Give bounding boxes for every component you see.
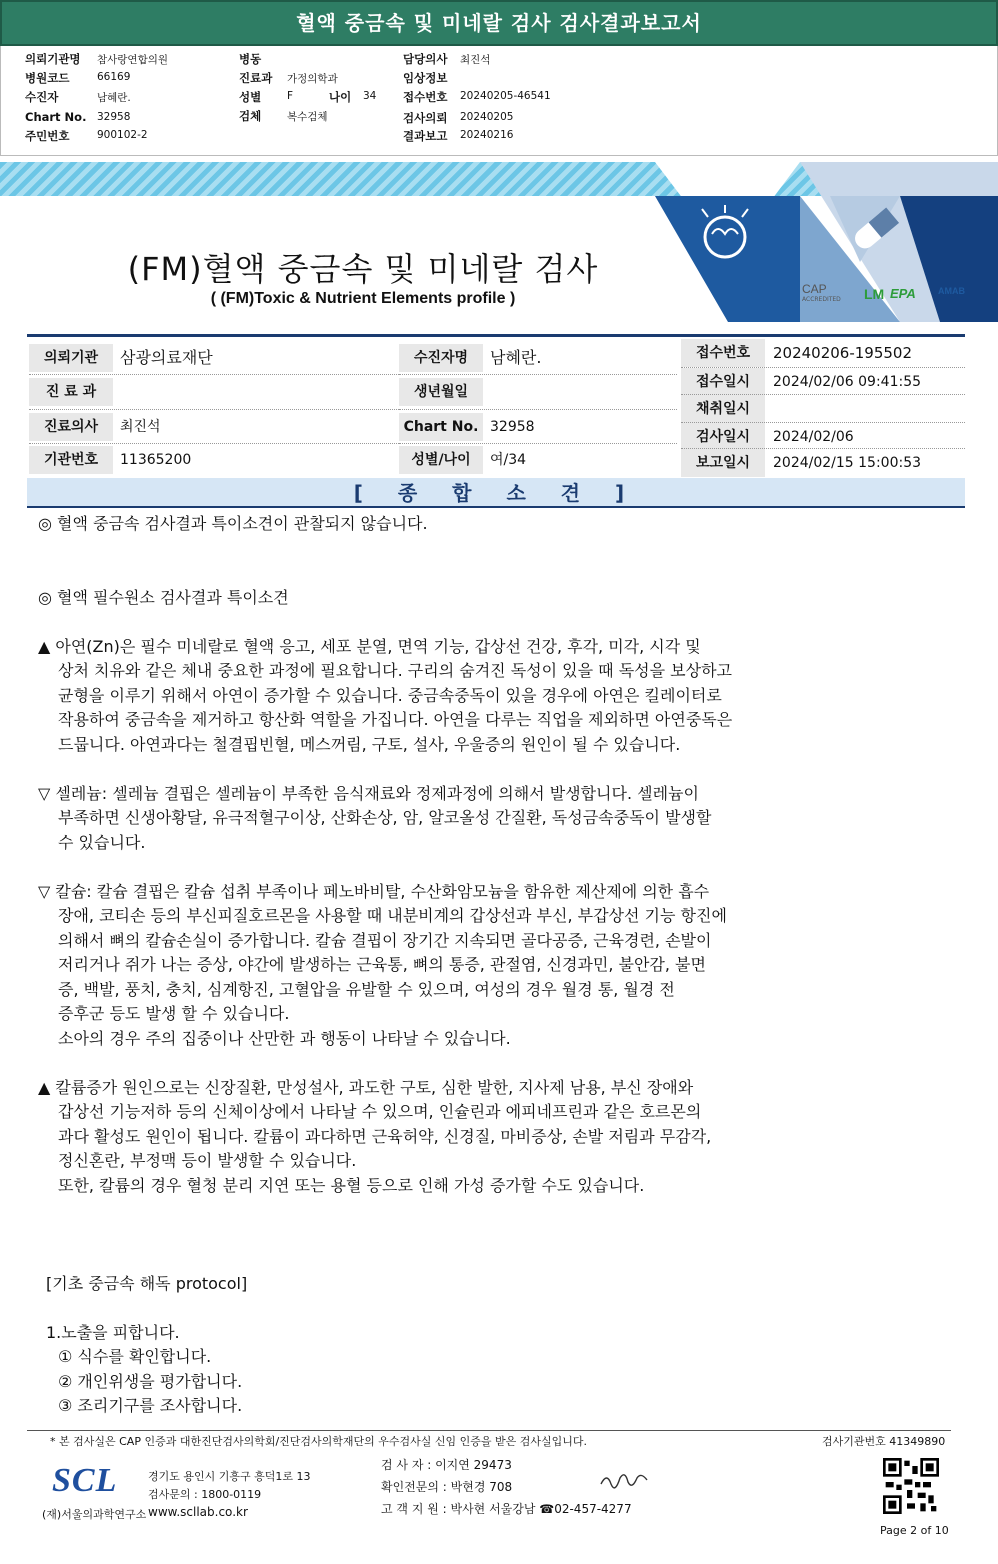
info-label: 접수번호 bbox=[681, 339, 765, 367]
summary-content bbox=[38, 512, 968, 1419]
lm-logo: LM bbox=[864, 286, 885, 302]
header-label: 검사의뢰 bbox=[403, 111, 448, 125]
header-label: 접수번호 bbox=[403, 90, 448, 104]
info-label: 보고일시 bbox=[681, 449, 765, 477]
calcium-line: 증후군 등도 발생 할 수 있습니다. bbox=[58, 1004, 290, 1023]
summary-line: ◎ 혈액 중금속 검사결과 특이소견이 관찰되지 않습니다. bbox=[38, 514, 428, 533]
org-address: 경기도 용인시 기흥구 흥덕1로 13 bbox=[148, 1470, 311, 1483]
info-value: 2024/02/15 15:00:53 bbox=[773, 455, 922, 471]
info-label: 검사일시 bbox=[681, 423, 765, 451]
calcium-line: ▽ 칼슘: 칼슘 결핍은 칼슘 섭취 부족이나 페노바비탈, 수산화암모늄을 함유한 제산제에 의한 흡수 bbox=[38, 881, 710, 901]
patient-info-table bbox=[27, 334, 965, 474]
calcium-line: 의해서 뼈의 칼슘손실이 증가합니다. 칼슘 결핍이 장기간 지속되면 골다공증, 근육경련, 손발이 bbox=[58, 930, 712, 950]
page-subtitle: ( (FM)Toxic & Nutrient Elements profile ) bbox=[210, 290, 516, 307]
zinc-line: 균형을 이루기 위해서 아연이 증가할 수 있습니다. 중금속중독이 있을 경우에 아연은 킬레이터로 bbox=[58, 685, 722, 705]
amab-logo: AMAB bbox=[938, 286, 965, 296]
header-value: 20240205 bbox=[460, 111, 514, 123]
info-label: Chart No. bbox=[399, 413, 483, 441]
header-label: 수진자 bbox=[25, 90, 59, 104]
summary-header: [ 종 합 소 견 ] bbox=[27, 478, 965, 508]
report-banner: 혈액 중금속 및 미네랄 검사 검사결과보고서 bbox=[0, 0, 998, 46]
zinc-line: 상처 치유와 같은 체내 중요한 과정에 필요합니다. 구리의 숨겨진 독성이 있을 때 독성을 보상하고 bbox=[58, 661, 732, 680]
header-value: 900102-2 bbox=[97, 129, 148, 141]
header-label: 의뢰기관명 bbox=[25, 52, 81, 66]
zinc-line: 작용하여 중금속을 제거하고 항산화 역할을 가집니다. 아연을 다루는 직업을 제외하면 아연중독은 bbox=[58, 710, 733, 729]
header-label: 주민번호 bbox=[25, 129, 70, 143]
header-value: 20240205-46541 bbox=[460, 90, 551, 102]
summary-line: ◎ 혈액 필수원소 검사결과 특이소견 bbox=[38, 587, 289, 607]
potassium-line: 정신혼란, 부정맥 등이 발생할 수 있습니다. bbox=[58, 1151, 357, 1170]
header-value: 32958 bbox=[97, 111, 131, 123]
scl-logo: SCL bbox=[52, 1462, 118, 1499]
info-label: 생년월일 bbox=[399, 378, 483, 406]
signature bbox=[598, 1470, 652, 1492]
info-value: 여/34 bbox=[490, 452, 527, 468]
info-value: 20240206-195502 bbox=[773, 344, 913, 362]
header-label: Chart No. bbox=[25, 110, 87, 124]
header-value: 66169 bbox=[97, 71, 131, 83]
header-value: 참사랑연합의원 bbox=[97, 54, 169, 66]
org-tel: 검사문의 : 1800-0119 bbox=[148, 1488, 262, 1501]
header-label: 성별 bbox=[239, 90, 262, 104]
header-label: 검체 bbox=[239, 109, 262, 123]
selenium-line: 부족하면 신생아황달, 유극적혈구이상, 산화손상, 암, 알코올성 간질환, 독성금속중독이 발생할 bbox=[58, 808, 712, 827]
header-label: 병원코드 bbox=[25, 71, 70, 85]
protocol-step: 1.노출을 피합니다. bbox=[46, 1322, 180, 1342]
potassium-line: 또한, 칼륨의 경우 혈청 분리 지연 또는 용혈 등으로 인해 가성 증가할 수도 있습니다. bbox=[58, 1175, 645, 1195]
header-value: 복수검체 bbox=[287, 111, 328, 123]
cap-logo: CAP bbox=[802, 282, 827, 296]
info-label: 의뢰기관 bbox=[29, 344, 113, 372]
potassium-line: 갑상선 기능저하 등의 신체이상에서 나타날 수 있으며, 인슐린과 에피네프린과 같은 호르몬의 bbox=[58, 1102, 702, 1121]
selenium-line: 수 있습니다. bbox=[58, 832, 146, 852]
zinc-line: ▲ 아연(Zn)은 필수 미네랄로 혈액 응고, 세포 분열, 면역 기능, 갑상선 건강, 후각, 미각, 시각 및 bbox=[38, 636, 701, 656]
header-label: 임상정보 bbox=[403, 71, 448, 85]
cap-sub: ACCREDITED bbox=[802, 296, 841, 303]
header-value: 최진석 bbox=[460, 54, 491, 66]
accreditation-logos bbox=[798, 282, 998, 312]
header-label: 담당의사 bbox=[403, 52, 448, 66]
info-label: 수진자명 bbox=[399, 344, 483, 372]
selenium-line: ▽ 셀레늄: 셀레늄 결핍은 셀레늄이 부족한 음식재료와 정제과정에 의해서 발생합니다. 셀레늄이 bbox=[38, 783, 699, 803]
customer-support: 고 객 지 원 : 박사현 서울강남 ☎02-457-4277 bbox=[381, 1502, 632, 1516]
info-label: 진 료 과 bbox=[29, 378, 113, 406]
header-value: 34 bbox=[363, 90, 377, 102]
header-value: 남혜란. bbox=[97, 92, 131, 104]
calcium-line: 증, 백발, 풍치, 충치, 심계항진, 고혈압을 유발할 수 있으며, 여성의 경우 월경 통, 월경 전 bbox=[58, 979, 675, 999]
zinc-line: 드뭅니다. 아연과다는 철결핍빈혈, 메스꺼림, 구토, 설사, 우울증의 원인이 될 수 있습니다. bbox=[58, 734, 681, 754]
info-value: 11365200 bbox=[120, 452, 192, 468]
qr-code bbox=[883, 1458, 939, 1514]
info-label: 기관번호 bbox=[29, 446, 113, 474]
header-value: F bbox=[287, 90, 294, 102]
protocol-item: ① 식수를 확인합니다. bbox=[58, 1347, 212, 1366]
info-value: 남혜란. bbox=[490, 348, 542, 367]
page-title: (FM)혈액 중금속 및 미네랄 검사 bbox=[127, 250, 599, 288]
info-value: 2024/02/06 bbox=[773, 429, 854, 445]
protocol-item: ② 개인위생을 평가합니다. bbox=[58, 1371, 243, 1391]
info-value: 32958 bbox=[490, 419, 535, 435]
org-name: (재)서울의과학연구소 bbox=[42, 1508, 147, 1521]
lab-number: 검사기관번호 41349890 bbox=[822, 1435, 946, 1448]
potassium-line: 과다 활성도 원인이 됩니다. 칼륨이 과다하면 근육허약, 신경질, 마비증상, 손발 저림과 무감각, bbox=[58, 1126, 712, 1146]
calcium-line: 장애, 코티손 등의 부신피질호르몬을 사용할 때 내분비계의 갑상선과 부신, 부갑상선 기능 항진에 bbox=[58, 906, 727, 925]
tester: 검 사 자 : 이지연 29473 bbox=[381, 1458, 512, 1472]
protocol-item: ③ 조리기구를 조사합니다. bbox=[58, 1396, 243, 1415]
info-value: 삼광의료재단 bbox=[120, 348, 213, 367]
header-label: 나이 bbox=[329, 90, 352, 104]
report-header bbox=[0, 46, 998, 156]
calcium-line: 저리거나 쥐가 나는 증상, 야간에 발생하는 근육통, 뼈의 통증, 관절염, 신경과민, 불안감, 불면 bbox=[58, 955, 706, 974]
epa-logo: EPA bbox=[890, 286, 916, 301]
header-value: 가정의학과 bbox=[287, 73, 338, 85]
info-label: 채취일시 bbox=[681, 395, 765, 423]
org-web: www.scllab.co.kr bbox=[148, 1505, 248, 1519]
confirm-doctor: 확인전문의 : 박현경 708 bbox=[381, 1480, 513, 1494]
info-value: 최진석 bbox=[120, 419, 161, 435]
accreditation-note: * 본 검사실은 CAP 인증과 대한진단검사의학회/진단검사의학재단의 우수검사실 신임 인증을 받은 검사실입니다. bbox=[50, 1435, 588, 1448]
info-label: 접수일시 bbox=[681, 368, 765, 396]
header-label: 결과보고 bbox=[403, 129, 448, 143]
protocol-title: [기초 중금속 해독 protocol] bbox=[46, 1273, 248, 1293]
info-label: 진료의사 bbox=[29, 413, 113, 441]
header-label: 병동 bbox=[239, 52, 262, 66]
header-value: 20240216 bbox=[460, 129, 514, 141]
info-label: 성별/나이 bbox=[399, 446, 483, 474]
page-number: Page 2 of 10 bbox=[880, 1524, 949, 1537]
potassium-line: ▲ 칼륨증가 원인으로는 신장질환, 만성설사, 과도한 구토, 심한 발한, 지사제 남용, 부신 장애와 bbox=[38, 1077, 694, 1097]
info-value: 2024/02/06 09:41:55 bbox=[773, 374, 922, 390]
calcium-line: 소아의 경우 주의 집중이나 산만한 과 행동이 나타날 수 있습니다. bbox=[58, 1028, 511, 1048]
header-label: 진료과 bbox=[239, 71, 273, 85]
